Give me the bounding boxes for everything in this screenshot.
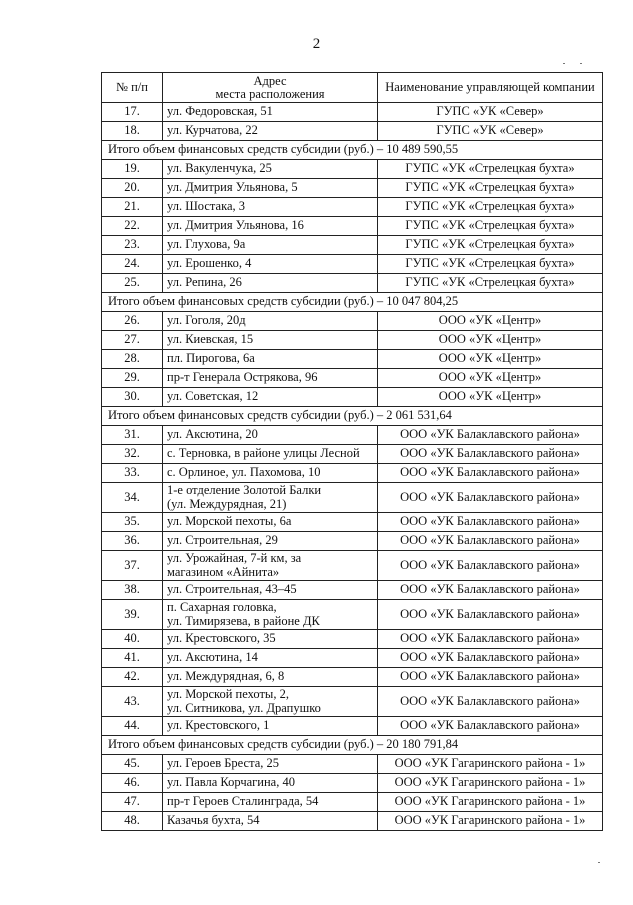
table-row [102,812,603,831]
subsidy-total-row [102,141,603,160]
row-number: 37. [102,551,163,581]
row-address [163,687,378,717]
row-address-line2: ул. Тимирязева, в районе ДК [167,613,320,628]
table-row [102,312,603,331]
row-number: 34. [102,483,163,513]
table-row [102,103,603,122]
subsidy-table [101,72,603,831]
row-address: ул. Морской пехоты, 6а [163,513,378,532]
table-row [102,774,603,793]
table-row [102,217,603,236]
table-row [102,274,603,293]
scan-speck [563,63,565,64]
row-company: ООО «УК Балаклавского района» [378,630,603,649]
row-company: ООО «УК Гагаринского района - 1» [378,793,603,812]
table-row [102,600,603,630]
table-row [102,369,603,388]
table-row [102,649,603,668]
table-row [102,513,603,532]
row-company: ООО «УК Балаклавского района» [378,464,603,483]
row-company: ГУПС «УК «Стрелецкая бухта» [378,179,603,198]
row-address: ул. Федоровская, 51 [163,103,378,122]
row-company: ООО «УК «Центр» [378,350,603,369]
row-number: 26. [102,312,163,331]
row-company: ООО «УК Балаклавского района» [378,426,603,445]
table-row [102,464,603,483]
scan-speck [580,63,582,64]
row-company: ООО «УК «Центр» [378,388,603,407]
table-row [102,717,603,736]
row-number: 25. [102,274,163,293]
row-number: 42. [102,668,163,687]
row-address-line1: ул. Морской пехоты, 2, [167,687,289,701]
row-number: 48. [102,812,163,831]
row-number: 18. [102,122,163,141]
row-company: ООО «УК «Центр» [378,312,603,331]
table-row [102,532,603,551]
row-address: ул. Репина, 26 [163,274,378,293]
row-number: 21. [102,198,163,217]
row-address: ул. Междурядная, 6, 8 [163,668,378,687]
table-row [102,331,603,350]
row-number: 29. [102,369,163,388]
row-address: ул. Павла Корчагина, 40 [163,774,378,793]
row-address: ул. Крестовского, 35 [163,630,378,649]
row-company: ООО «УК Балаклавского района» [378,649,603,668]
row-number: 46. [102,774,163,793]
row-number: 44. [102,717,163,736]
table-row [102,198,603,217]
subsidy-total-row [102,407,603,426]
table-row [102,483,603,513]
row-number: 43. [102,687,163,717]
row-number: 22. [102,217,163,236]
row-company: ООО «УК «Центр» [378,369,603,388]
page-number: 2 [312,36,321,52]
table-row [102,426,603,445]
row-number: 38. [102,581,163,600]
row-address: ул. Строительная, 43–45 [163,581,378,600]
row-address: ул. Дмитрия Ульянова, 5 [163,179,378,198]
row-company: ГУПС «УК «Север» [378,122,603,141]
row-company: ООО «УК Балаклавского района» [378,600,603,630]
header-num: № п/п [102,73,163,103]
row-number: 45. [102,755,163,774]
row-company: ООО «УК Балаклавского района» [378,687,603,717]
row-address: ул. Героев Бреста, 25 [163,755,378,774]
row-address-line2: магазином «Айнита» [167,564,280,579]
row-company: ООО «УК Балаклавского района» [378,581,603,600]
subsidy-total-row [102,736,603,755]
row-address: ул. Ерошенко, 4 [163,255,378,274]
row-number: 40. [102,630,163,649]
row-company: ГУПС «УК «Стрелецкая бухта» [378,255,603,274]
table-body [102,103,603,831]
row-company: ГУПС «УК «Стрелецкая бухта» [378,160,603,179]
table-row [102,551,603,581]
header-address-line2: места расположения [215,86,325,101]
header-address [163,73,378,103]
row-company: ООО «УК Балаклавского района» [378,483,603,513]
row-number: 47. [102,793,163,812]
row-address: ул. Строительная, 29 [163,532,378,551]
row-number: 31. [102,426,163,445]
row-address: ул. Советская, 12 [163,388,378,407]
row-number: 30. [102,388,163,407]
header-address-line1: Адрес [253,73,287,88]
row-number: 23. [102,236,163,255]
row-company: ООО «УК «Центр» [378,331,603,350]
row-number: 33. [102,464,163,483]
row-address: ул. Киевская, 15 [163,331,378,350]
row-company: ГУПС «УК «Стрелецкая бухта» [378,217,603,236]
row-address: ул. Аксютина, 20 [163,426,378,445]
row-company: ООО «УК Гагаринского района - 1» [378,755,603,774]
row-address: ул. Шостака, 3 [163,198,378,217]
row-address-line1: ул. Урожайная, 7-й км, за [167,551,302,565]
row-address: ул. Дмитрия Ульянова, 16 [163,217,378,236]
row-address: пр-т Героев Сталинграда, 54 [163,793,378,812]
subsidy-total: Итого объем финансовых средств субсидии (руб.) – 10 489 590,55 [102,141,603,160]
row-address: ул. Аксютина, 14 [163,649,378,668]
row-address-line1: п. Сахарная головка, [167,600,277,614]
table-row [102,255,603,274]
row-number: 32. [102,445,163,464]
header-company: Наименование управляющей компании [378,73,603,103]
table-row [102,687,603,717]
table-row [102,388,603,407]
row-number: 27. [102,331,163,350]
row-address [163,600,378,630]
table-row [102,236,603,255]
table-row [102,122,603,141]
row-number: 41. [102,649,163,668]
row-company: ООО «УК Балаклавского района» [378,445,603,464]
row-address-line2: (ул. Междурядная, 21) [167,496,287,511]
row-number: 35. [102,513,163,532]
row-address: пл. Пирогова, 6а [163,350,378,369]
row-address: Казачья бухта, 54 [163,812,378,831]
row-company: ГУПС «УК «Стрелецкая бухта» [378,198,603,217]
row-company: ООО «УК Гагаринского района - 1» [378,812,603,831]
table-row [102,581,603,600]
subsidy-total: Итого объем финансовых средств субсидии (руб.) – 2 061 531,64 [102,407,603,426]
subsidy-total-row [102,293,603,312]
row-address: ул. Крестовского, 1 [163,717,378,736]
row-company: ГУПС «УК «Стрелецкая бухта» [378,274,603,293]
row-address: ул. Глухова, 9а [163,236,378,255]
table-row [102,755,603,774]
row-number: 28. [102,350,163,369]
row-company: ООО «УК Балаклавского района» [378,532,603,551]
row-number: 20. [102,179,163,198]
scan-speck [598,862,600,863]
row-company: ООО «УК Гагаринского района - 1» [378,774,603,793]
subsidy-total: Итого объем финансовых средств субсидии (руб.) – 20 180 791,84 [102,736,603,755]
row-number: 39. [102,600,163,630]
row-company: ГУПС «УК «Стрелецкая бухта» [378,236,603,255]
row-number: 24. [102,255,163,274]
row-address: пр-т Генерала Острякова, 96 [163,369,378,388]
row-company: ООО «УК Балаклавского района» [378,551,603,581]
row-address: с. Терновка, в районе улицы Лесной [163,445,378,464]
row-address: с. Орлиное, ул. Пахомова, 10 [163,464,378,483]
row-number: 19. [102,160,163,179]
table-row [102,350,603,369]
row-address [163,551,378,581]
row-company: ГУПС «УК «Север» [378,103,603,122]
table-row [102,630,603,649]
table-row [102,793,603,812]
row-company: ООО «УК Балаклавского района» [378,668,603,687]
row-company: ООО «УК Балаклавского района» [378,513,603,532]
row-address-line1: 1-е отделение Золотой Балки [167,483,322,497]
table-row [102,668,603,687]
subsidy-total: Итого объем финансовых средств субсидии (руб.) – 10 047 804,25 [102,293,603,312]
row-address: ул. Курчатова, 22 [163,122,378,141]
row-address [163,483,378,513]
row-address: ул. Вакуленчука, 25 [163,160,378,179]
table-row [102,445,603,464]
table-row [102,179,603,198]
row-number: 36. [102,532,163,551]
table-row [102,160,603,179]
row-company: ООО «УК Балаклавского района» [378,717,603,736]
table-header-row [102,73,603,103]
row-address: ул. Гоголя, 20д [163,312,378,331]
row-number: 17. [102,103,163,122]
row-address-line2: ул. Ситникова, ул. Драпушко [167,700,321,715]
